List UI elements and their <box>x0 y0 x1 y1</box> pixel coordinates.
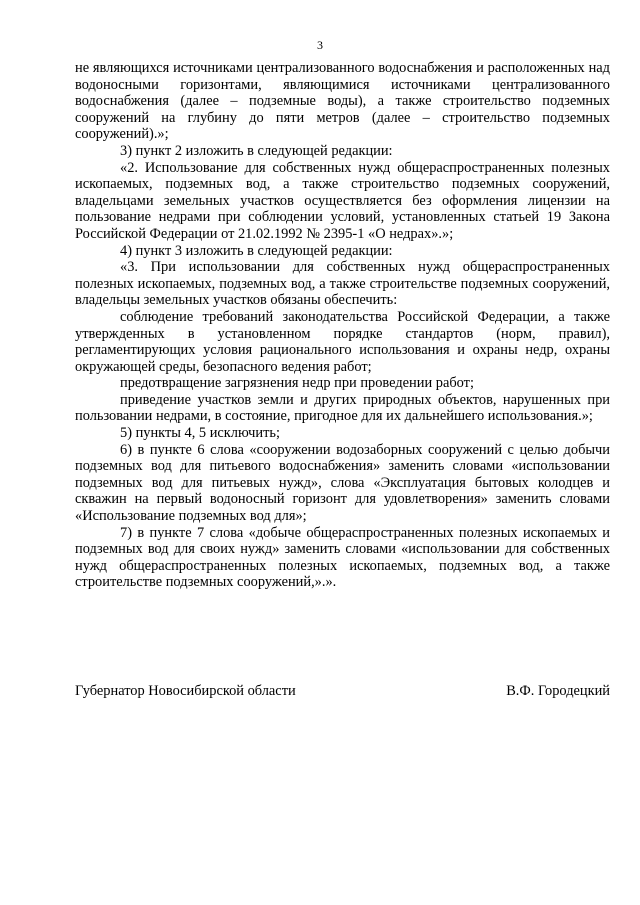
paragraph-item-4: 4) пункт 3 изложить в следующей редакции: <box>120 242 393 259</box>
paragraph-requirement-restoration: приведение участков земли и других природных объектов, нарушенных при пользовании недрами, в состояние, пригодное для их дальнейшего использования.»; <box>75 391 610 425</box>
paragraph-item-5: 5) пункты 4, 5 исключить; <box>120 425 280 442</box>
paragraph-point-3-text: «3. При использовании для собственных нужд общераспространенных полезных ископаемых, подземных вод, а также строительстве подземных сооружений, владельцы земельных участков обязаны обеспечить: <box>75 259 610 309</box>
paragraph-item-7: 7) в пункте 7 слова «добыче общераспространенных полезных ископаемых и подземных вод для своих нужд» заменить словами «использовании для собственных нужд общераспространенных полезных ископаемых, подземных вод, а также строительстве подземных сооружений,».». <box>75 524 610 591</box>
paragraph-continuation: не являющихся источниками централизованного водоснабжения и расположенных над водоносными горизонтами, являющимися источниками централизованного водоснабжения (далее – подземные воды), а также строительство подземных сооружений на глубину до пяти метров (далее – строительство подземных сооружений).»; <box>75 60 610 143</box>
document-body <box>75 60 610 591</box>
signatory-position: Губернатор Новосибирской области <box>75 683 296 699</box>
paragraph-point-2-text: «2. Использование для собственных нужд общераспространенных полезных ископаемых, подземных вод, а также строительство подземных сооружений, владельцами земельных участков осуществляется без оформления лицензии на пользование недрами при соблюдении условий, установленных статьей 19 Закона Российской Федерации от 21.02.1992 № 2395-1 «О недрах».»; <box>75 159 610 242</box>
paragraph-item-6: 6) в пункте 6 слова «сооружении водозаборных сооружений с целью добычи подземных вод для питьевого водоснабжения» заменить словами «использовании подземных вод для питьевых нужд», слова «Эксплуатация бытовых колодцев и скважин на первый водоносный горизонт для удовлетворения» заменить словами «Использование подземных вод для»; <box>75 441 610 525</box>
paragraph-item-3: 3) пункт 2 изложить в следующей редакции: <box>120 142 393 159</box>
signatory-name: В.Ф. Городецкий <box>506 683 610 699</box>
signature-block <box>75 683 610 700</box>
paragraph-requirement-compliance: соблюдение требований законодательства Российской Федерации, а также утвержденных в установленном порядке стандартов (норм, правил), регламентирующих условия рационального использования и охраны недр, охраны окружающей среды, безопасного ведения работ; <box>75 308 610 375</box>
paragraph-requirement-pollution: предотвращение загрязнения недр при проведении работ; <box>120 375 474 392</box>
page-number: 3 <box>317 38 323 52</box>
